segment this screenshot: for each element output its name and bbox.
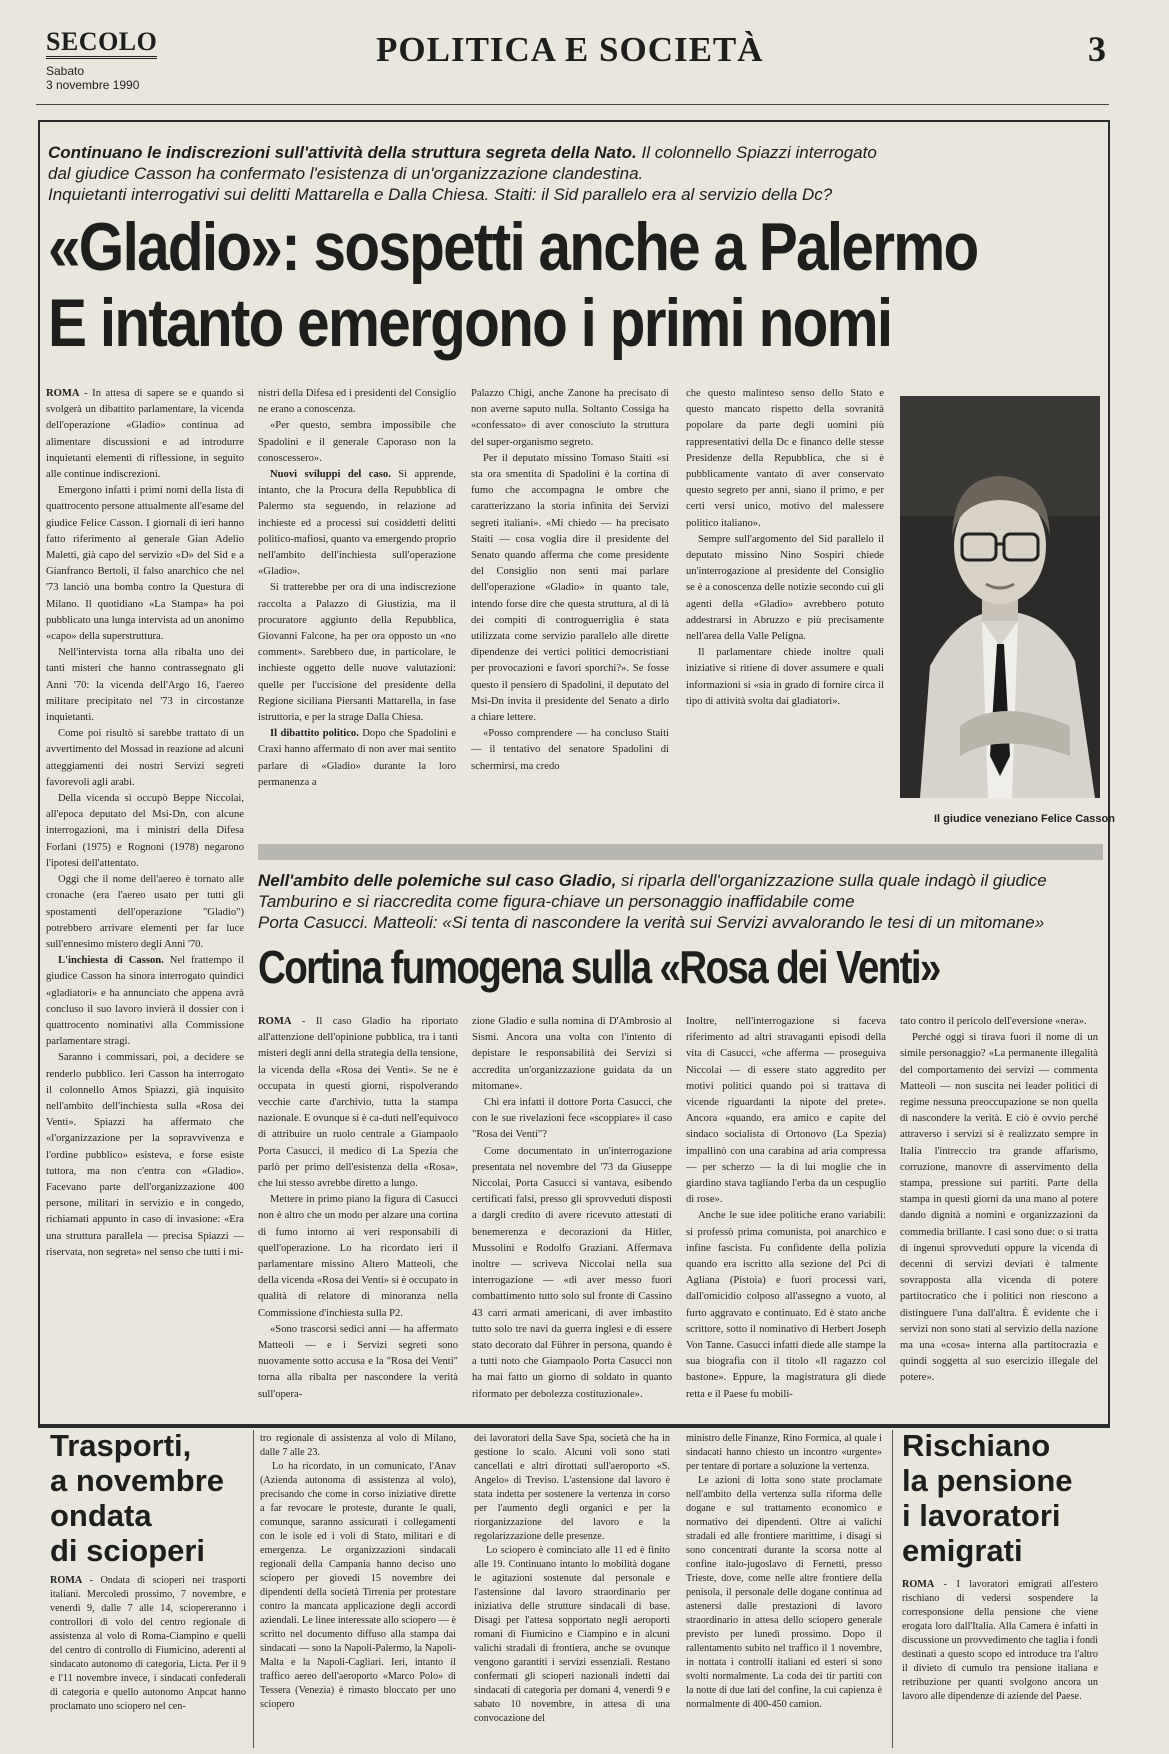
lead-kicker-bold: Continuano le indiscrezioni sull'attività della struttura segreta della Nato. bbox=[48, 143, 637, 162]
transport-column-3 bbox=[686, 1432, 882, 1748]
lead-kicker-line2: dal giudice Casson ha confermato l'esistenza di un'organizzazione clandestina. bbox=[48, 164, 644, 183]
paragraph: ministro delle Finanze, Rino Formica, al quale i sindacati hanno chiesto un incontro «urgente» per tentare di portare a soluzione la vertenza. bbox=[686, 1433, 882, 1472]
paragraph: Lo sciopero è cominciato alle 11 ed è finito alle 19. Continuano intanto lo mobilità dogane le agitazioni sostenute dal personale e l'astensione dal lavoro straordinario per iniziativa delle strutture sindacali di base. Disagi per l'attesa sopportato negli aeroporti romani di Fiumicino e Ciampino e in alcuni valichi stradali di frontiera, anche se ovunque vengono garantiti i servizi essenziali. Restano confermati gli scioperi nazionali indetti dai sindacati di categoria per domani 4, venerdì 9 e sabato 10 novembre, in attesa di una convocazione del bbox=[474, 1545, 670, 1724]
subhead: L'inchiesta di Casson. bbox=[58, 955, 164, 967]
section-separator-bar bbox=[258, 844, 1103, 860]
paragraph: Come poi risultò si sarebbe trattato di un avvertimento del Mossad in reazione ad alcuni atteggiamenti dei nostri Servizi segreti favorevoli agli arabi. bbox=[46, 728, 244, 788]
lead-column-1 bbox=[46, 386, 244, 1416]
lead-column-3 bbox=[471, 386, 669, 830]
paragraph: Chi era infatti il dottore Porta Casucci, che con le sue rivelazioni fece «scoppiare» il caso "Rosa dei Venti"? bbox=[472, 1097, 672, 1141]
paragraph: Nel frattempo il giudice Casson ha sinora interrogato quindici «gladiatori» e ha annunciato che appena avrà concluso il suo lavoro invierà il dossier con i quattrocento nominativi alla Commissione parlamentare stragi. bbox=[46, 955, 244, 1048]
paragraph: Saranno i commissari, poi, a decidere se renderlo pubblico. Ieri Casson ha interrogato il colonnello Amos Spiazzi, già inquisito nell'ambito dell'inchiesta sulla «Rosa dei Venti». Spiazzi ha affermato che «l'organizzazione per la sopravvivenza e l'ordine pubblico» esisteva, e forse esiste tuttora, ma non c'entra con «Gladio». Facevano parte dell'organizzazione 400 persone, militari in servizio e in congedo, richiamati appunto in caso di invasione: «Era una struttura parallela — precisa Spiazzi — riservata, non segreta» nel senso che tutti i mi- bbox=[46, 1052, 244, 1258]
paragraph: Nell'intervista torna alla ribalta uno dei tanti misteri che hanno contrassegnato gli Anni '70: la vicenda dell'Argo 16, l'aereo militare precipitato nel '73 in circostanze inquietanti. bbox=[46, 647, 244, 724]
headline-line: emigrati bbox=[902, 1533, 1023, 1568]
second-kicker-line3: Porta Casucci. Matteoli: «Si tenta di nascondere la verità sui Servizi avvalorando le tesi di un mitomane» bbox=[258, 913, 1045, 932]
issue-date: 3 novembre 1990 bbox=[46, 78, 140, 92]
paragraph: «Posso comprendere — ha concluso Staiti — il tentativo del senatore Spadolini di schermirsi, ma credo bbox=[471, 728, 669, 772]
paragraph: Sempre sull'argomento del Sid parallelo il deputato missino Nino Sospiri chiede un'interrogazione al presidente del Consiglio se è a conoscenza delle notizie secondo cui gli agenti della «Gladio» avrebbero potuto addestrarsi in Abruzzo e più precisamente nell'area della Valle Peligna. bbox=[686, 533, 884, 643]
judge-photo bbox=[900, 396, 1100, 798]
transport-column-0 bbox=[50, 1574, 246, 1748]
paragraph: «Per questo, sembra impossibile che Spadolini e il generale Caporaso non la conoscessero». bbox=[258, 420, 456, 464]
second-column-2 bbox=[472, 1014, 672, 1414]
headline-line: ondata bbox=[50, 1498, 152, 1533]
newspaper-logo: SECOLO bbox=[46, 28, 157, 59]
transport-dateline: ROMA bbox=[50, 1575, 83, 1586]
paragraph: Oggi che il nome dell'aereo è tornato alle cronache (era l'aereo usato per tutti gli spostamenti dell'operazione "Gladio") potrebbero arrivare elementi per far luce sull'ennesimo mistero degli Anni '70. bbox=[46, 874, 244, 950]
column-rule bbox=[892, 1430, 893, 1748]
paragraph: zione Gladio e sulla nomina di D'Ambrosio al Sismi. Ancora una volta con l'intento di depistare le responsabilità dei Servizi si accredita un'organizzazione guidata da un mitomane». bbox=[472, 1016, 672, 1092]
pension-dateline: ROMA bbox=[902, 1579, 935, 1590]
second-headline: Cortina fumogena sulla «Rosa dei Venti» bbox=[258, 941, 940, 993]
second-kicker-line1: si riparla dell'organizzazione sulla quale indagò il giudice bbox=[616, 871, 1047, 890]
headline-line: a novembre bbox=[50, 1463, 225, 1498]
subhead: Il dibattito politico. bbox=[270, 728, 359, 740]
transport-column-1 bbox=[260, 1432, 456, 1748]
paragraph: Si tratterebbe per ora di una indiscrezione raccolta a Palazzo di Giustizia, ma il procuratore aggiunto della Repubblica, Giovanni Falcone, ha per ora opposto un «no comment». Sarebbero due, in particolare, le inchieste oggetto delle nuove valutazioni: quelle per l'uccisione del presidente della Regione siciliana Piersanti Mattarella, in fase istruttoria, e per la strage Dalla Chiesa. bbox=[258, 582, 456, 724]
lead-column-4 bbox=[686, 386, 884, 830]
lead-kicker bbox=[48, 142, 1088, 205]
issue-day: Sabato bbox=[46, 64, 85, 78]
lead-column-2 bbox=[258, 386, 456, 830]
lead-headline-line2: E intanto emergono i primi nomi bbox=[48, 285, 892, 361]
lead-kicker-line1: Il colonnello Spiazzi interrogato bbox=[636, 143, 877, 162]
second-column-3 bbox=[686, 1014, 886, 1414]
second-kicker-bold: Nell'ambito delle polemiche sul caso Gladio, bbox=[258, 871, 617, 890]
paragraph: Palazzo Chigi, anche Zanone ha precisato di non averne saputo nulla. Soltanto Cossiga ha «confessato» di aver conosciuto la struttura del super-organismo segreto. bbox=[471, 388, 669, 448]
lead-dateline: ROMA bbox=[46, 388, 80, 399]
paragraph: - I lavoratori emigrati all'estero rischiano di vedersi sospendere la corresponsione della pensione che viene erogata loro dall'Italia. Alla Camera è infatti in discussione un provvedimento che taglia i fondi destinati a questo scopo ed introduce tra l'altro il divieto di cumulo tra pensione italiana e retribuzione per quanti svolgono ancora un lavoro alle dipendenze di aziende del Paese. bbox=[902, 1579, 1098, 1702]
paragraph: Anche le sue idee politiche erano variabili: si professò prima comunista, poi anarchico e infine fascista. Fu confidente della polizia quando era iscritto alla sezione del Pci di Agliana (Pistoia) e fuori processi vari, dall'omicidio colposo all'assegno a vuoto, al furto aggravato e continuato. Ed è stato anche scrittore, sotto il nominativo di Herbert Joseph Von Tanne. Casucci infatti diede alle stampe la sua biografia con il titolo «Il ragazzo col bastone». Eppure, la magistratura gli diede retta e il Paese fu mobili- bbox=[686, 1210, 886, 1400]
second-column-4 bbox=[900, 1014, 1098, 1414]
judge-portrait-illustration bbox=[900, 396, 1100, 798]
photo-caption: Il giudice veneziano Felice Casson bbox=[934, 813, 1115, 825]
headline-line: di scioperi bbox=[50, 1533, 206, 1568]
paragraph: tato contro il pericolo dell'eversione «nera». bbox=[900, 1016, 1087, 1027]
paragraph: Lo ha ricordato, in un comunicato, l'Anav (Azienda autonoma di assistenza al volo), precisando che come in corso iniziative dirette a far revocare le proteste, durante le quali, comunque, saranno assicurati i collegamenti con le isole ed i voli di Stato, militari e di emergenza. Le organizzazioni sindacali regionali della Campania hanno deciso uno sciopero per giovedì 15 novembre dei dipendenti della società Tirrenia per protestare contro la mancata applicazione degli accordi aziendali. Le linee interessate allo sciopero — è scritto nel documento diffuso alla stampa dai sindacati — sono la Napoli-Palermo, la Napoli-Malta e la Napoli-Cagliari. Ieri, intanto il traffico aereo dell'aeroporto «Marco Polo» di Tessera (Venezia) è rimasto bloccato per uno sciopero bbox=[260, 1461, 456, 1710]
bottom-section-divider bbox=[38, 1424, 1110, 1426]
lead-headline-line1: «Gladio»: sospetti anche a Palermo bbox=[48, 209, 978, 285]
paragraph: - Ondata di scioperi nei trasporti italiani. Mercoledì prossimo, 7 novembre, e venerdì 9, dalle 7 alle 14, sciopereranno i controllori di volo del centro regionale di assistenza al volo di Roma-Ciampino e quelli del centro di controllo di Fiumicino, aderenti al sindacato autonomo di categoria, Licta. Per il 9 e l'11 novembre invece, i sindacati confederali di categoria e quello autonomo Anpcat hanno proclamato uno sciopero nel cen- bbox=[50, 1575, 246, 1712]
paragraph: nistri della Difesa ed i presidenti del Consiglio ne erano a conoscenza. bbox=[258, 388, 456, 416]
masthead bbox=[46, 26, 1106, 96]
paragraph: «Sono trascorsi sedici anni — ha affermato Matteoli — e i Servizi segreti sono nuovamente sotto accusa e la "Rosa dei Venti" torna alla ribalta per nascondere la verità sull'opera- bbox=[258, 1323, 458, 1400]
page-number: 3 bbox=[1088, 29, 1106, 69]
headline-line: la pensione bbox=[902, 1463, 1073, 1498]
subhead: Nuovi sviluppi del caso. bbox=[270, 469, 391, 481]
paragraph: Perché oggi si tirava fuori il nome di un simile personaggio? «La permanente illegalità del comportamento dei servizi — commenta Matteoli — non suscita nei leader politici di regime nessuna preoccupazione se non quella di nascondere la verità. E ciò è ovvio perché attraverso i servizi si è realizzato sempre in Italia l'intreccio tra grande affarismo, corruzione, manovre di asservimento della stampa, pressione sui partiti. Parte della stampa in questi giorni da una mano al potere dando dignità a nomini e organizzazioni da commedia brillante. I casi sono due: o si tratta di ingenui sprovveduti oppure la vicenda di decenni di servizi deviati è talmente sovrapposta alla vicenda di potere partitocratico che i politici non riescono a distinguere l'una dall'altra. È evidente che i servizi non sono stati al servizio della nazione ma una «cosa» interna alla partitocrazia e quindi soggetta al suo esercizio illegale del potere». bbox=[900, 1032, 1098, 1384]
paragraph: Inoltre, nell'interrogazione si faceva riferimento ad altri stravaganti episodi della vita di Casucci, «che afferma — proseguiva Niccolai — di essere stato aggredito per motivi politici quando poi si trattava di vicende riguardanti la nipote del prete». Ancora «quando, era amico e capite del sindaco socialista di Ortonovo (La Spezia) impallinò con una carabina ad aria compressa — per scherzo — la di lui moglie che in giardino stava tagliando l'erba da un cespuglio di rose». bbox=[686, 1016, 886, 1206]
headline-line: Rischiano bbox=[902, 1428, 1051, 1463]
paragraph: che questo malinteso senso dello Stato e questo mancato rispetto della sovranità popolare da parte degli uomini più rappresentativi della Dc e financo delle stesse Presidenze della Repubblica, che si è pubblicamente vantato di aver conservato questo segreto per anni, siano il primo, e per certi versi unico, motivo del malessere politico italiano». bbox=[686, 388, 884, 529]
section-title: POLITICA E SOCIETÀ bbox=[376, 30, 764, 69]
pension-column bbox=[902, 1578, 1098, 1748]
second-kicker-line2: Tamburino e si riaccredita come figura-chiave un personaggio inaffidabile come bbox=[258, 892, 855, 911]
headline-line: Trasporti, bbox=[50, 1428, 192, 1463]
headline-line: i lavoratori bbox=[902, 1498, 1061, 1533]
paragraph: - Il caso Gladio ha riportato all'attenzione dell'opinione pubblica, tra i tanti misteri degli anni della strategia della tensione, la vicenda della «Rosa dei Venti». Se ne è occupata in questi giorni, rispolverando vecchie carte d'archivio, tutta la stampa nazionale. E ovunque si è ca-duti nell'equivoco di attribuire un ruolo centrale a Giampaolo Porta Casucci, il medico di La Spezia che parlò per primo dell'esistenza della «Rosa», che lui stesso avrebbe diretto a lungo. bbox=[258, 1016, 458, 1190]
second-column-1 bbox=[258, 1014, 458, 1414]
paragraph: Si apprende, intanto, che la Procura della Repubblica di Palermo sta seguendo, in relazione ad inchieste ed a processi sui cosiddetti delitti politico-mafiosi, quanto va emergendo proprio nell'ambito dell'inchiesta sull'operazione «Gladio». bbox=[258, 469, 456, 578]
second-dateline: ROMA bbox=[258, 1016, 292, 1027]
masthead-divider bbox=[36, 104, 1109, 105]
paragraph: Emergono infatti i primi nomi della lista di quattrocento persone attualmente all'esame del giudice Felice Casson. I giornali di ieri hanno fatto riferimento al generale Gian Adelio Maletti, già capo del servizio «D» del Sid e a Gianfranco Bertoli, il falso anarchico che nel '73 lanciò una bomba contro la Questura di Milano. Il quotidiano «La Stampa» ha poi pubblicato una lunga intervista ad un anonimo «capo» della superstruttura. bbox=[46, 485, 244, 643]
transport-headline bbox=[50, 1428, 224, 1568]
paragraph: Come documentato in un'interrogazione presentata nel novembre del '73 da Giuseppe Niccolai, Porta Casucci si vantava, esibendo certificati falsi, presso gli sprovveduti disposti a dargli credito di avere ricevuto attestati di benemerenza e decorazioni da Hitler, Mussolini e Rodolfo Graziani. Affermava inoltre — scriveva Niccolai nella sua interrogazione — «di aver messo fuori combattimento tutto solo sul fronte di Cassino 43 carri armati americani, di aver imbastito tutto solo tre navi da guerra inglesi e di essere stato decorato dal Führer in persona, quando è a tutti noto che Giampaolo Porta Casucci non ha mai fatto un giorno di soldato in quanto riformato per debolezza costituzionale». bbox=[472, 1145, 672, 1400]
paragraph: Per il deputato missino Tomaso Staiti «si sta ora smentita di Spadolini è la cortina di fumo che accompagna le ombre che caratterizzano la storia infinita dei Servizi segreti italiani». «Mi chiedo — ha precisato Staiti — cosa voglia dire il presidente del Senato quando afferma che come presidente del Consiglio non sentì mai parlare dell'operazione «Gladio» in quanto tale, intendo forse dire che questa struttura, al di là dei compiti di controguerriglia è stata utilizzata come servizio parallelo alle dirette dipendenze dei vertici politici democristiani per provocazioni e favori sporchi?». Se fosse questo il pensiero di Spadolini, il deputato del Msi-Dn invita il presidente del Senato a dirlo a chiare lettere. bbox=[471, 452, 669, 724]
paragraph: Il parlamentare chiede inoltre quali iniziative si ritiene di dover assumere e quali informazioni si «sia in grado di fornire circa il tipo di attività svolta dai gladiatori». bbox=[686, 647, 884, 707]
paragraph: Le azioni di lotta sono state proclamate nell'ambito della vertenza sulla riforma delle dogane e sul trattamento economico e normativo dei dipendenti. Oltre ai valichi stradali ed alle frontiere marittime, i disagi si sono concentrati durante la scorsa notte al confine italo-jugoslavo di Fernetti, presso Trieste, dove, come nelle altre frontiere della penisola, il personale delle dogane continua ad astenersi dalle prestazioni di lavoro straordinario in attesa dello sciopero generale previsto per lunedì prossimo. Dopo il rallentamento subito nel traffico il 1 novembre, in nottata i controlli italiani ed esteri si sono svolti normalmente. La coda dei tir partiti con la notte di due lati del confine, la cui capienza è normalmente di 400-450 camion. bbox=[686, 1475, 882, 1710]
transport-column-2 bbox=[474, 1432, 670, 1748]
paragraph: - In attesa di sapere se e quando si svolgerà un dibattito parlamentare, la vicenda dell'operazione «Gladio» continua ad alimentare discussioni e ad introdurre inquietanti elementi di riflessione, in seguito alle continue indiscrezioni. bbox=[46, 388, 244, 481]
paragraph: Della vicenda si occupò Beppe Niccolai, all'epoca deputato del Msi-Dn, con alcune interrogazioni, ma i ministri della Difesa Forlani (1975) e Rognoni (1978) negarono l'ipotesi dell'attentato. bbox=[46, 793, 244, 869]
pension-headline bbox=[902, 1428, 1073, 1568]
paragraph: tro regionale di assistenza al volo di Milano, dalle 7 alle 23. bbox=[260, 1433, 456, 1458]
paragraph: dei lavoratori della Save Spa, società che ha in gestione lo scalo. Alcuni voli sono stati cancellati e altri dirottati sull'aeroporto «S. Angelo» di Treviso. L'astensione dal lavoro è stata indetta per sostenere la vertenza in corso per l'aumento degli organici e per la riorganizzazione del lavoro e la regolarizzazione delle presenze. bbox=[474, 1433, 670, 1542]
paragraph: Mettere in primo piano la figura di Casucci non è altro che un modo per alzare una cortina di fumo intorno ai veri responsabili di quell'operazione. Lo ha ricordato ieri il parlamentare missino Altero Matteoli, che della vicenda «Rosa dei Venti» si è occupato in qualità di relatore di minoranza nella Commissione d'inchiesta sulla P2. bbox=[258, 1194, 458, 1319]
paragraph: Dopo che Spadolini e Craxi hanno affermato di non aver mai sentito parlare di «Gladio» durante la loro permanenza a bbox=[258, 728, 456, 788]
column-rule bbox=[253, 1430, 254, 1748]
second-kicker bbox=[258, 870, 1098, 933]
lead-kicker-line3: Inquietanti interrogativi sui delitti Mattarella e Dalla Chiesa. Staiti: il Sid parallelo era al servizio della Dc? bbox=[48, 185, 833, 204]
